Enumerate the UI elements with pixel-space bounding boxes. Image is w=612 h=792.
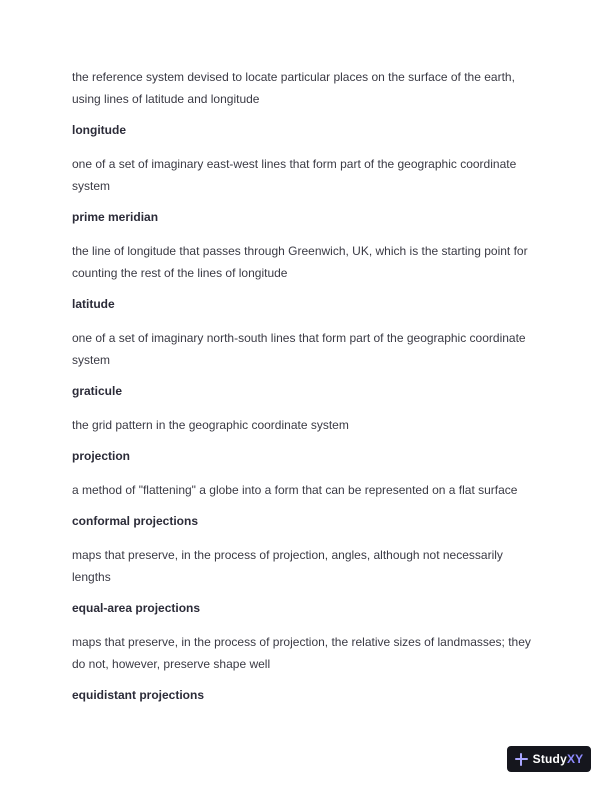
definition: the line of longitude that passes through Greenwich, UK, which is the starting point for counting the rest of the lines of longitude bbox=[72, 244, 528, 280]
glossary-entry-equal-area-projections bbox=[72, 600, 542, 675]
glossary-entry-graticule bbox=[72, 383, 542, 436]
definition: maps that preserve, in the process of projection, the relative sizes of landmasses; they do not, however, preserve shape well bbox=[72, 635, 531, 671]
glossary-entry-equidistant-projections bbox=[72, 687, 542, 703]
term: equal-area projections bbox=[72, 601, 201, 615]
definition: a method of "flattening" a globe into a form that can be represented on a flat surface bbox=[72, 483, 518, 497]
intro-definition: the reference system devised to locate particular places on the surface of the earth, using lines of latitude and longitude bbox=[72, 70, 515, 106]
plus-icon bbox=[515, 753, 528, 766]
glossary-entry-projection bbox=[72, 448, 542, 501]
brand-logo-text bbox=[533, 752, 584, 766]
definition: maps that preserve, in the process of projection, angles, although not necessarily lengths bbox=[72, 548, 503, 584]
term: prime meridian bbox=[72, 210, 159, 224]
glossary-entry-latitude bbox=[72, 296, 542, 371]
term: latitude bbox=[72, 297, 115, 311]
term: equidistant projections bbox=[72, 688, 205, 702]
definition: one of a set of imaginary east-west lines that form part of the geographic coordinate system bbox=[72, 157, 517, 193]
studyxy-badge[interactable] bbox=[507, 746, 591, 772]
glossary-entry-conformal-projections bbox=[72, 513, 542, 588]
definition: the grid pattern in the geographic coordinate system bbox=[72, 418, 349, 432]
term: longitude bbox=[72, 123, 126, 137]
glossary-entry-prime-meridian bbox=[72, 209, 542, 284]
definition: one of a set of imaginary north-south lines that form part of the geographic coordinate system bbox=[72, 331, 526, 367]
glossary-entry-longitude bbox=[72, 122, 542, 197]
brand-accent: XY bbox=[566, 752, 584, 766]
term: conformal projections bbox=[72, 514, 199, 528]
glossary-content bbox=[72, 70, 542, 718]
term: graticule bbox=[72, 384, 123, 398]
term: projection bbox=[72, 449, 131, 463]
brand-main: Study bbox=[532, 752, 567, 766]
